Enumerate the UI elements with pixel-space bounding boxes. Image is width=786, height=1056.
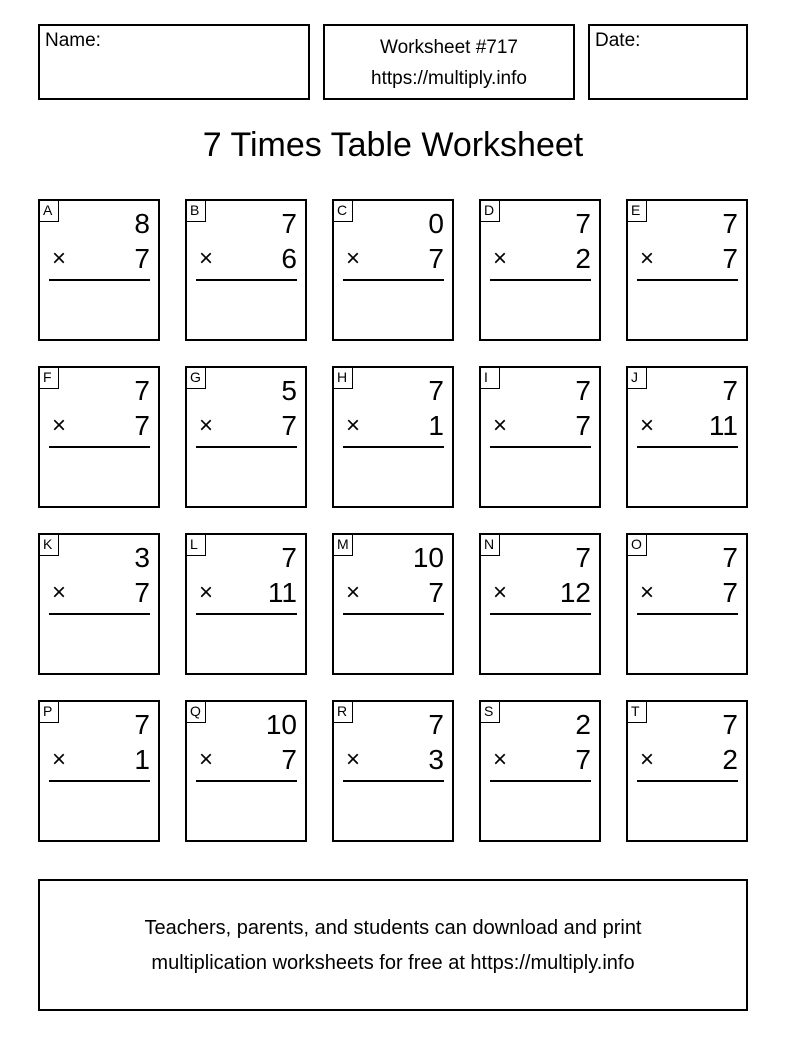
times-icon: × [52,579,67,606]
problem-letter: O [628,535,647,556]
times-icon: × [640,746,655,773]
multiplier: 7 [281,410,297,441]
date-label: Date: [595,30,641,51]
problem-card[interactable] [479,366,601,508]
problem-letter: H [334,368,353,389]
problem-card[interactable] [38,366,160,508]
problem-letter: K [40,535,59,556]
multiplier: 7 [428,243,444,274]
problem-card[interactable] [332,199,454,341]
multiplicand: 7 [722,542,738,573]
problem-grid [38,199,748,842]
times-icon: × [640,245,655,272]
problem-card[interactable] [38,533,160,675]
problem-card[interactable] [185,199,307,341]
multiplicand: 7 [722,208,738,239]
multiplier: 7 [134,243,150,274]
multiplicand: 7 [281,208,297,239]
footer-line-2: multiplication worksheets for free at https://multiply.info [151,952,635,974]
problem-card[interactable] [626,199,748,341]
times-icon: × [199,412,214,439]
answer-line [637,446,738,448]
problem-letter: P [40,702,59,723]
multiplicand: 7 [281,542,297,573]
answer-line [490,279,591,281]
answer-line [196,446,297,448]
problem-letter: R [334,702,353,723]
times-icon: × [640,579,655,606]
multiplier: 2 [722,744,738,775]
multiplicand: 7 [428,375,444,406]
worksheet-number: Worksheet #717 [379,37,518,58]
problem-letter: N [481,535,500,556]
times-icon: × [346,746,361,773]
problem-card[interactable] [185,533,307,675]
problem-card[interactable] [626,366,748,508]
multiplier: 1 [428,410,444,441]
multiplicand: 8 [134,208,150,239]
times-icon: × [52,412,67,439]
problem-letter: C [334,201,353,222]
answer-line [49,279,150,281]
worksheet-url: https://multiply.info [371,68,527,89]
times-icon: × [493,245,508,272]
problem-letter: F [40,368,59,389]
problem-card[interactable] [332,700,454,842]
multiplicand: 7 [134,375,150,406]
times-icon: × [493,579,508,606]
multiplier: 7 [134,577,150,608]
problem-letter: G [187,368,206,389]
multiplier: 7 [722,577,738,608]
page-title: 7 Times Table Worksheet [202,126,584,164]
problem-letter: S [481,702,500,723]
multiplicand: 7 [722,709,738,740]
problem-card[interactable] [332,533,454,675]
problem-letter: A [40,201,59,222]
problem-letter: Q [187,702,206,723]
problem-card[interactable] [626,700,748,842]
multiplicand: 7 [134,709,150,740]
answer-line [637,613,738,615]
answer-line [343,279,444,281]
multiplicand: 5 [281,375,297,406]
answer-line [343,780,444,782]
multiplicand: 10 [412,542,444,573]
problem-card[interactable] [479,533,601,675]
problem-letter: J [628,368,647,389]
problem-letter: T [628,702,647,723]
problem-letter: L [187,535,206,556]
answer-line [343,446,444,448]
problem-card[interactable] [479,700,601,842]
answer-line [490,613,591,615]
name-field-box[interactable] [38,24,310,100]
multiplicand: 0 [428,208,444,239]
problem-card[interactable] [38,199,160,341]
multiplicand: 3 [134,542,150,573]
problem-letter: M [334,535,353,556]
multiplier: 11 [708,410,738,441]
multiplicand: 10 [265,709,297,740]
answer-line [637,780,738,782]
answer-line [49,613,150,615]
problem-card[interactable] [185,366,307,508]
worksheet-info-box [323,24,575,100]
multiplier: 7 [281,744,297,775]
problem-card[interactable] [38,700,160,842]
multiplicand: 7 [575,375,591,406]
multiplier: 7 [575,744,591,775]
multiplier: 6 [281,243,297,274]
multiplicand: 7 [575,208,591,239]
answer-line [49,446,150,448]
times-icon: × [52,245,67,272]
answer-line [490,446,591,448]
multiplier: 12 [559,577,591,608]
answer-line [49,780,150,782]
problem-card[interactable] [332,366,454,508]
times-icon: × [346,412,361,439]
times-icon: × [346,579,361,606]
multiplier: 2 [575,243,591,274]
footer-line-1: Teachers, parents, and students can download and print [144,917,642,939]
times-icon: × [199,579,214,606]
multiplicand: 7 [575,542,591,573]
answer-line [196,780,297,782]
multiplier: 3 [428,744,444,775]
problem-letter: I [481,368,500,389]
multiplier: 7 [428,577,444,608]
multiplicand: 7 [722,375,738,406]
problem-letter: B [187,201,206,222]
answer-line [490,780,591,782]
times-icon: × [346,245,361,272]
problem-letter: D [481,201,500,222]
answer-line [343,613,444,615]
footer-box [38,879,748,1011]
times-icon: × [493,412,508,439]
times-icon: × [199,746,214,773]
answer-line [196,613,297,615]
times-icon: × [52,746,67,773]
multiplier: 7 [134,410,150,441]
multiplier: 1 [134,744,150,775]
multiplier: 7 [575,410,591,441]
problem-card[interactable] [185,700,307,842]
multiplicand: 2 [575,709,591,740]
answer-line [637,279,738,281]
multiplicand: 7 [428,709,444,740]
times-icon: × [640,412,655,439]
times-icon: × [493,746,508,773]
problem-card[interactable] [626,533,748,675]
name-label: Name: [45,30,101,51]
times-icon: × [199,245,214,272]
problem-letter: E [628,201,647,222]
date-field-box[interactable] [588,24,748,100]
multiplier: 7 [722,243,738,274]
answer-line [196,279,297,281]
multiplier: 11 [267,577,297,608]
problem-card[interactable] [479,199,601,341]
